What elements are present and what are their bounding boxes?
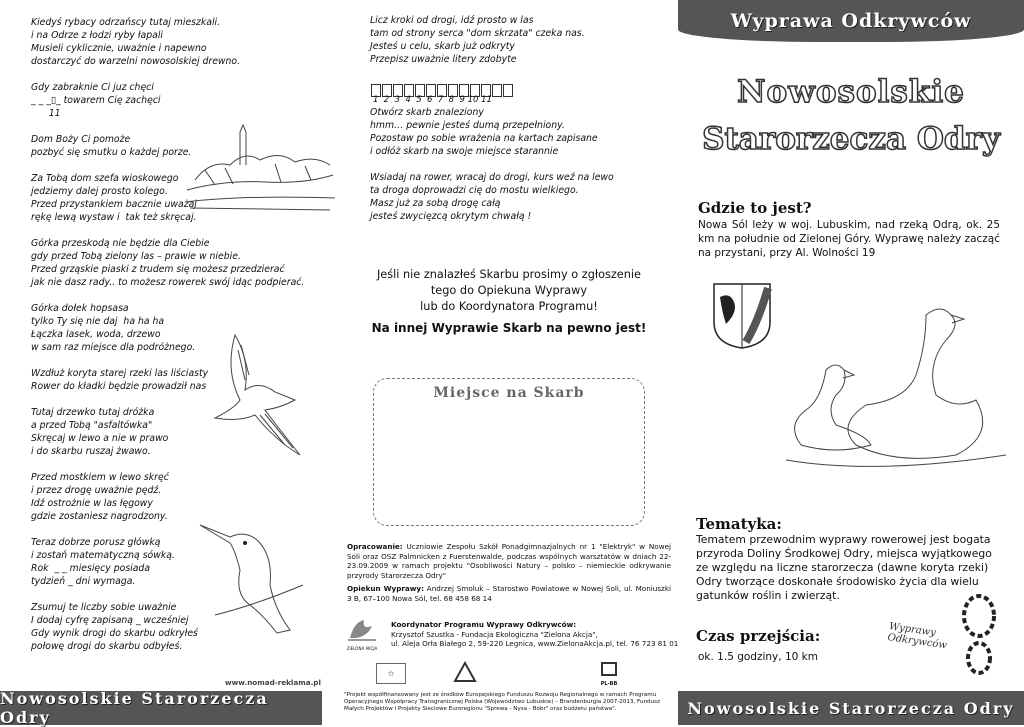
topic-line: Tematem przewodnim wyprawy rowerowej jest bogata	[696, 533, 991, 546]
treasure-box-title: Miejsce na Skarb	[433, 385, 585, 401]
poem-line: Idź ostrożnie w las łęgowy	[31, 498, 153, 509]
stanza-line: Pozostaw po sobie wrażenia na kartach zapisane	[370, 133, 598, 144]
opiekun-text: Andrzej Smoluk – Starostwo Powiatowe w Nowej Soli, ul. Moniuszki 3 B, 67–100 Nowa Sól, tel. 68 458 68 14	[347, 584, 671, 603]
notice-line: tego do Opiekuna Wyprawy	[430, 284, 588, 297]
right-footer-bar: Nowosolskie Starorzecza Odry	[678, 691, 1024, 725]
topic-line: gatunków roślin i zwierząt.	[696, 589, 840, 602]
notice	[340, 267, 678, 315]
stanza-line: Wsiadaj na rower, wracaj do drogi, kurs weź na lewo	[370, 172, 614, 183]
stanza-line: jesteś zwycięzcą okrytym chwałą !	[370, 211, 532, 222]
stanza-line: tam od strony serca "dom skrzata" czeka nas.	[370, 28, 585, 39]
where-heading: Gdzie to jest?	[698, 199, 812, 217]
plbb-logo-text: PL-BB	[600, 681, 618, 687]
main-title-line-2: Starorzecza Odry	[702, 121, 1000, 157]
treasure-box	[373, 378, 645, 526]
poem-line: rękę lewą wystaw i tak też skręcaj.	[31, 212, 197, 223]
website: www.nomad-reklama.pl	[225, 678, 321, 687]
stanza-line: hmm… pewnie jesteś dumą przepełniony.	[370, 120, 565, 131]
header-title: Wyprawa Odkrywców	[730, 10, 972, 32]
notice-line: lub do Koordynatora Programu!	[420, 300, 598, 313]
poem-line: Przed mostkiem w lewo skręć	[31, 472, 169, 483]
poem-line: Za Tobą dom szefa wioskowego	[31, 173, 179, 184]
koordynator-line: ul. Aleja Orła Białego 2, 59-220 Legnica, www.ZielonaAkcja.pl, tel. 76 723 81 01	[391, 639, 679, 648]
poem-line: jak nie dasz rady.. to możesz rowerek swój idąc podpierać.	[31, 277, 305, 288]
stanza-line: Masz już za sobą drogę całą	[370, 198, 501, 209]
plbb-logo	[597, 661, 621, 687]
letter-box-numbers: 1 2 3 4 5 6 7 8 9 10 11	[373, 95, 492, 105]
poem-line: 11	[31, 108, 61, 119]
poem-line: tylko Ty się nie daj ha ha ha	[31, 316, 165, 327]
poem-line: Wzdłuż koryta starej rzeki las liściasty	[31, 368, 209, 379]
zielona-akcja-logo	[342, 616, 382, 652]
poem-line: Rok _ _ miesięcy posiada	[31, 563, 151, 574]
poem-line: tydzień _ dni wymaga.	[31, 576, 136, 587]
poem-line: Górka dołek hopsasa	[31, 303, 129, 314]
opracowanie-label: Opracowanie:	[347, 542, 403, 551]
right-panel	[678, 0, 1024, 725]
stanza-line: i odłóż skarb na swoje miejsce starannie	[370, 146, 559, 157]
church-landscape-sketch	[185, 120, 335, 215]
topic-line: przyroda Doliny Środkowej Odry, miejsca wyjątkowego	[696, 547, 992, 560]
stanza-line: Przepisz uważnie litery zdobyte	[370, 54, 517, 65]
stanza-line: ta droga doprowadzi cię do mostu wielkiego.	[370, 185, 579, 196]
poem-stanza	[31, 237, 304, 289]
poem-line: Łączka lasek, woda, drzewo	[31, 329, 161, 340]
funding-note: "Projekt współfinansowany jest ze środków Europejskiego Funduszu Rozwoju Regionalnego w ramach Programu Operacyjnego Współpracy Transgranicznej Polska (Województwo Lubuskie) – Brandenburgia 2007-2013, Fundusz Małych Projektów i Projekty Sieciowe Euroregionu "Sprewa - Nysa - Bóbr" oraz budżetu państwa".	[344, 692, 661, 712]
notice-line: Jeśli nie znalazłeś Skarbu prosimy o zgłoszenie	[376, 268, 642, 281]
poem-line: Teraz dobrze porusz główką	[31, 537, 161, 548]
topic-line: Odry tworzące doskonałe środowisko życia dla wielu	[696, 575, 979, 588]
middle-stanza-3	[370, 171, 614, 223]
left-footer-bar: Nowosolskie Starorzecza Odry	[0, 691, 322, 725]
header-bar	[678, 0, 1024, 42]
poem-line: _ _ _▯_ towarem Cię zachęci	[31, 95, 161, 106]
koordynator-label: Koordynator Programu Wyprawy Odkrywców:	[391, 620, 577, 629]
poem-line: jedziemy dalej prosto kolego.	[31, 186, 168, 197]
left-panel	[0, 0, 340, 725]
topic-line: ze względu na liczne starorzecza (dawne koryta rzeki)	[696, 561, 989, 574]
opracowanie-text: Uczniowie Zespołu Szkół Ponadgimnazjalnych nr 1 "Elektryk" w Nowej Soli oraz OSZ Palmnicken z Fuerstenwalde, podczas wspólnych warsztatów w dniach 22-23.09.2009 w ramach projektu "Osobliwości Natury – polsko – niemieckie odkrywanie przyrody Starorzecza Odry"	[347, 542, 671, 580]
eu-flag-logo: ☆	[376, 663, 406, 684]
poem-line: Dom Boży Ci pomoże	[31, 134, 131, 145]
stanza-line: Licz kroki od drogi, idź prosto w las	[370, 15, 534, 26]
footprint-stamp	[888, 594, 1008, 679]
poem-line: Musieli cyklicznie, uważnie i napewno	[31, 43, 207, 54]
poem-line: Gdy zabraknie Ci juz chęci	[31, 82, 154, 93]
poem-stanza	[31, 16, 304, 68]
time-heading: Czas przejścia:	[696, 627, 821, 645]
poem-line: i przez drogę uważnie pędź.	[31, 485, 162, 496]
poem-line: Skręcaj w lewo a nie w prawo	[31, 433, 169, 444]
footprint-icon	[960, 594, 998, 676]
poem-line: w sam raz miejsce dla podróżnego.	[31, 342, 196, 353]
poem-line: Rower do kładki będzie prowadził nas	[31, 381, 207, 392]
stanza-line: Jesteś u celu, skarb już odkryty	[370, 41, 515, 52]
poem-line: i na Odrze z łodzi ryby łapali	[31, 30, 164, 41]
poem-stanza	[31, 81, 304, 120]
euroregion-logo	[453, 661, 477, 683]
poem-line: Zsumuj te liczby sobie uważnie	[31, 602, 177, 613]
koordynator-line: Krzysztof Szustka - Fundacja Ekologiczna "Zielona Akcja",	[391, 629, 598, 639]
poem-line: Kiedyś rybacy odrzańscy tutaj mieszkali.	[31, 17, 221, 28]
notice-bold: Na innej Wyprawie Skarb na pewno jest!	[371, 321, 647, 335]
poem-line: Przed przystankiem bacznie uważaj	[31, 199, 197, 210]
poem-line: dostarczyć do warzelni nowosolskiej drewno.	[31, 56, 241, 67]
poem-line: gdy przed Tobą zielony las – prawie w niebie.	[31, 251, 241, 262]
main-title-line-1: Nowosolskie	[737, 74, 965, 110]
kingfisher-sketch	[195, 515, 305, 635]
poem-line: pozbyć się smutku o każdej porze.	[31, 147, 192, 158]
coat-of-arms	[712, 282, 772, 350]
bird-of-prey-sketch	[205, 330, 305, 460]
poem-line: Gdy wynik drogi do skarbu odkryłeś	[31, 628, 198, 639]
time-text: ok. 1.5 godziny, 10 km	[698, 651, 818, 663]
topic-text	[696, 533, 996, 603]
poem-line: i zostań matematyczną sówką.	[31, 550, 175, 561]
swans-sketch	[776, 285, 1016, 485]
where-text: Nowa Sól leży w woj. Lubuskim, nad rzeką Odrą, ok. 25 km na południe od Zielonej Góry. Wyprawę należy zacząć na przystani, przy Al. Wolności 19	[698, 219, 1000, 259]
middle-stanza-2	[370, 106, 598, 158]
poem-line: gdzie zostaniesz nagrodzony.	[31, 511, 168, 522]
stanza-line: Otwórz skarb znaleziony	[370, 107, 484, 118]
zielona-akcja-logo-text: ZIELONA AKCJA	[346, 646, 378, 651]
opiekun-label: Opiekun Wyprawy:	[347, 584, 424, 593]
koordynator	[391, 620, 679, 649]
middle-panel	[225, 0, 679, 725]
poem-line: Górka przeskodą nie będzie dla Ciebie	[31, 238, 210, 249]
poem-line: Tutaj drzewko tutaj dróżka	[31, 407, 155, 418]
stamp-text: Wyprawy Odkrywców	[886, 621, 948, 652]
poem-line: Przed grząskie piaski z trudem się możesz przedzierać	[31, 264, 285, 275]
poem-line: połowę drogi do skarbu odbyłeś.	[31, 641, 183, 652]
poem-line: I dodaj cyfrę zapisaną _ wcześniej	[31, 615, 189, 626]
middle-stanza-1	[370, 14, 585, 66]
poem-line: i do skarbu ruszaj żwawo.	[31, 446, 151, 457]
poem-line: a przed Tobą "asfaltówka"	[31, 420, 153, 431]
credits	[347, 542, 671, 603]
topic-heading: Tematyka:	[696, 515, 782, 533]
koordynator-text	[391, 629, 679, 649]
